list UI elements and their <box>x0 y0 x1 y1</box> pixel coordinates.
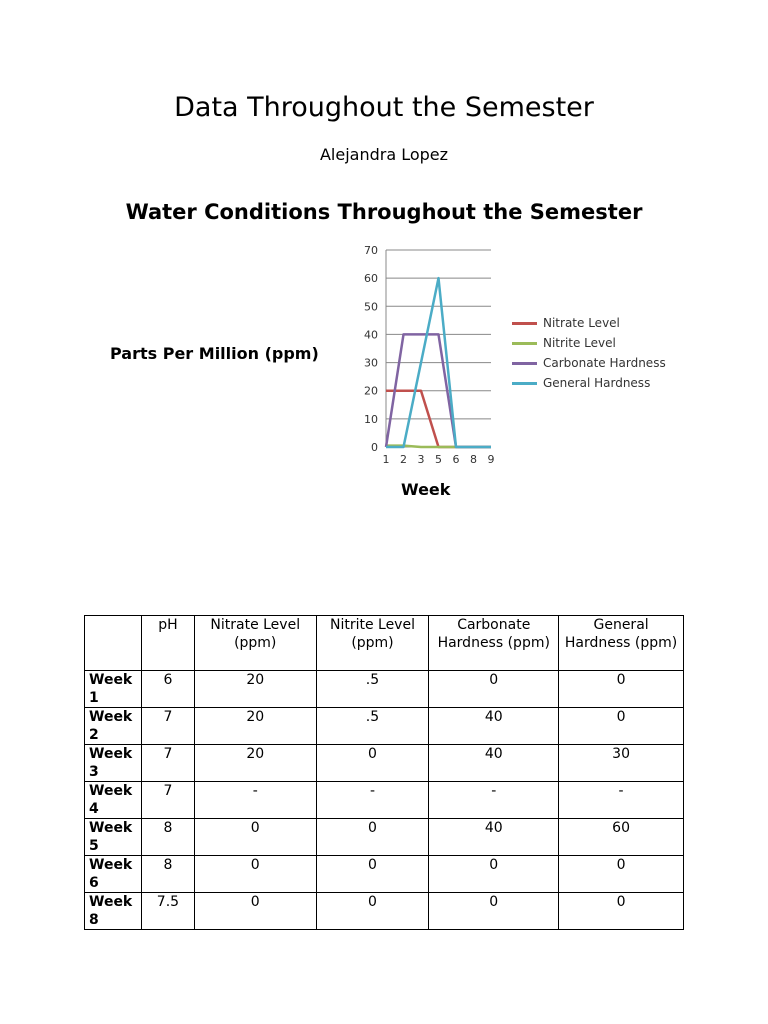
y-tick-label: 30 <box>364 356 378 370</box>
table-body <box>85 671 684 930</box>
table-cell: 0 <box>429 671 559 708</box>
table-cell: - <box>194 782 316 819</box>
table-cell: 0 <box>316 856 429 893</box>
table-cell: 0 <box>194 819 316 856</box>
x-tick-label: 5 <box>435 453 442 466</box>
legend-swatch <box>512 382 537 385</box>
legend-item <box>512 313 666 333</box>
chart-title: Water Conditions Throughout the Semester <box>125 200 643 224</box>
table-cell: - <box>316 782 429 819</box>
legend-swatch <box>512 342 537 345</box>
row-header-cell: Week 2 <box>85 708 142 745</box>
table-header-cell: General Hardness (ppm) <box>559 616 684 671</box>
legend-label: Nitrate Level <box>543 316 620 330</box>
table-cell: 0 <box>194 856 316 893</box>
legend-label: Carbonate Hardness <box>543 356 666 370</box>
table-cell: 0 <box>559 708 684 745</box>
chart-legend <box>512 313 666 393</box>
legend-item <box>512 353 666 373</box>
legend-swatch <box>512 322 537 325</box>
row-header-cell: Week 4 <box>85 782 142 819</box>
row-header-cell: Week 3 <box>85 745 142 782</box>
table-cell: 40 <box>429 745 559 782</box>
table-cell: 40 <box>429 708 559 745</box>
table-header-row <box>85 616 684 671</box>
x-tick-label: 8 <box>470 453 477 466</box>
legend-swatch <box>512 362 537 365</box>
table-row <box>85 893 684 930</box>
x-tick-label: 6 <box>452 453 460 466</box>
table-cell: 0 <box>559 893 684 930</box>
y-tick-label: 60 <box>364 272 378 286</box>
legend-label: General Hardness <box>543 376 651 390</box>
y-tick-label: 10 <box>364 412 378 426</box>
table-cell: 0 <box>194 893 316 930</box>
table-cell: 7 <box>141 745 194 782</box>
table-cell: 0 <box>316 819 429 856</box>
table-row <box>85 782 684 819</box>
y-tick-label: 20 <box>364 384 378 398</box>
y-tick-label: 40 <box>364 328 378 342</box>
row-header-cell: Week 8 <box>85 893 142 930</box>
table-cell: 0 <box>429 856 559 893</box>
table-cell: 0 <box>316 893 429 930</box>
chart-x-axis-label: Week <box>401 480 451 499</box>
row-header-cell: Week 5 <box>85 819 142 856</box>
table-cell: 6 <box>141 671 194 708</box>
table-cell: 20 <box>194 671 316 708</box>
table-cell: - <box>429 782 559 819</box>
table-cell: 0 <box>559 671 684 708</box>
x-tick-label: 9 <box>487 453 495 466</box>
table-row <box>85 671 684 708</box>
document-title: Data Throughout the Semester <box>174 92 594 123</box>
table-header-cell: Nitrate Level (ppm) <box>194 616 316 671</box>
chart-y-axis-label: Parts Per Million (ppm) <box>110 344 319 363</box>
x-tick-label: 2 <box>400 453 407 466</box>
table-header-cell: Carbonate Hardness (ppm) <box>429 616 559 671</box>
table-cell: .5 <box>316 671 429 708</box>
water-data-table <box>84 615 684 930</box>
row-header-cell: Week 1 <box>85 671 142 708</box>
table-cell: 30 <box>559 745 684 782</box>
table-cell: 7 <box>141 708 194 745</box>
y-tick-label: 70 <box>364 244 378 257</box>
x-tick-label: 1 <box>382 453 390 466</box>
y-tick-label: 50 <box>364 300 378 314</box>
table-cell: 8 <box>141 856 194 893</box>
table-cell: 7 <box>141 782 194 819</box>
table-cell: 40 <box>429 819 559 856</box>
table-row <box>85 856 684 893</box>
legend-label: Nitrite Level <box>543 336 616 350</box>
table-cell: 7.5 <box>141 893 194 930</box>
table-cell: .5 <box>316 708 429 745</box>
legend-item <box>512 373 666 393</box>
table-cell: 0 <box>559 856 684 893</box>
author-name: Alejandra Lopez <box>319 145 449 164</box>
table-header-cell <box>85 616 142 671</box>
row-header-cell: Week 6 <box>85 856 142 893</box>
x-tick-label: 3 <box>417 453 425 466</box>
line-chart <box>355 238 505 470</box>
table-cell: 60 <box>559 819 684 856</box>
table-cell: 0 <box>316 745 429 782</box>
table-row <box>85 708 684 745</box>
table-cell: 0 <box>429 893 559 930</box>
y-tick-label: 0 <box>371 441 378 454</box>
table-row <box>85 819 684 856</box>
table-cell: 20 <box>194 708 316 745</box>
table-header-cell: Nitrite Level (ppm) <box>316 616 429 671</box>
table-cell: - <box>559 782 684 819</box>
table-header-cell: pH <box>141 616 194 671</box>
table-cell: 20 <box>194 745 316 782</box>
table-row <box>85 745 684 782</box>
legend-item <box>512 333 666 353</box>
table-cell: 8 <box>141 819 194 856</box>
